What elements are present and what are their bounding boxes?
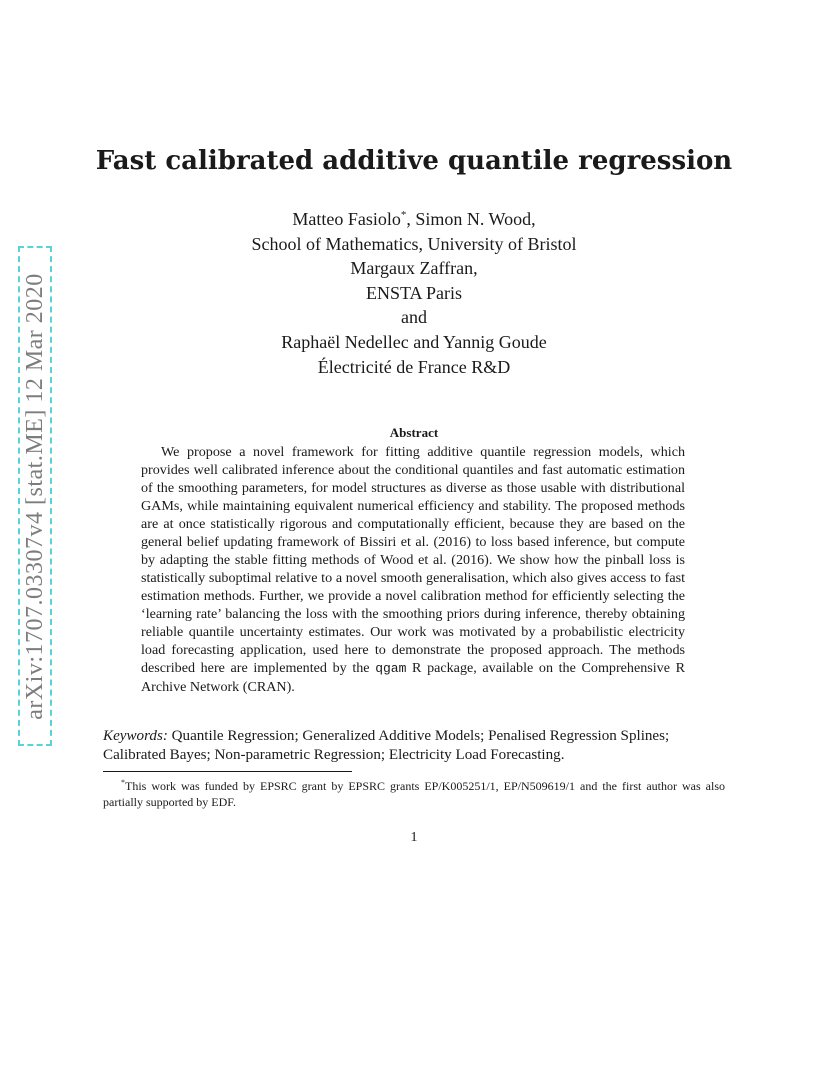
arxiv-identifier: arXiv:1707.03307v4 [stat.ME] 12 Mar 2020 [21,272,48,720]
abstract-text-end: R package, available on the Comprehensive R Archive Network (CRAN). [141,660,685,695]
author-conjunction: and [401,307,427,328]
author-line-1 [0,203,828,232]
author-zaffran: Margaux Zaffran, [350,258,478,279]
footnote-text: This work was funded by EPSRC grant by EPSRC grants EP/K005251/1, EP/N509619/1 and the first author was also partially supported by EDF. [103,779,725,809]
author-nedellec-goude: Raphaël Nedellec and Yannig Goude [281,331,547,352]
abstract-text-main: We propose a novel framework for fitting additive quantile regression models, which provides well calibrated inference about the conditional quantiles and fast automatic estimation of the smoothing parameters, for model structures as diverse as those usable with distributional GAMs, while maintaining equivalent numerical efficiency and stability. The proposed methods are at once statistically rigorous and computationally efficient, because they are based on the general belief updating framework of Bissiri et al. (2016) to loss based inference, but compute by adapting the stable fitting methods of Wood et al. (2016). We show how the pinball loss is statistically suboptimal relative to a novel smooth generalisation, which also gives access to fast estimation methods. Further, we provide a novel calibration method for efficiently selecting the ‘learning rate’ balancing the loss with the smoothing priors during inference, thereby obtaining reliable quantile uncertainty estimates. Our work was motivated by a probabilistic electricity load forecasting application, used here to demonstrate the proposed approach. The methods described here are implemented by the [141,444,685,676]
paper-title: Fast calibrated additive quantile regression [95,146,733,176]
abstract-package-name: qgam [375,661,407,676]
footnote-marker: * [121,778,125,787]
footnote-mark: * [400,209,407,221]
author-fasiolo: Matteo Fasiolo [292,209,401,229]
footnote-divider [103,771,352,772]
abstract-heading: Abstract [389,425,439,440]
keywords [103,727,725,765]
author-block [0,203,828,379]
abstract-body [141,443,685,696]
affiliation-edf: Électricité de France R&D [317,356,511,377]
affiliation-bristol: School of Mathematics, University of Bristol [251,233,577,254]
affiliation-ensta: ENSTA Paris [365,282,463,303]
author-wood: , Simon N. Wood, [406,209,536,229]
footnote [103,775,725,810]
page-number: 1 [410,830,418,845]
keywords-label: Keywords: [103,728,168,744]
keywords-text: Quantile Regression; Generalized Additive Models; Penalised Regression Splines; Calibrated Bayes; Non-parametric Regression; Electricity Load Forecasting. [103,728,670,763]
